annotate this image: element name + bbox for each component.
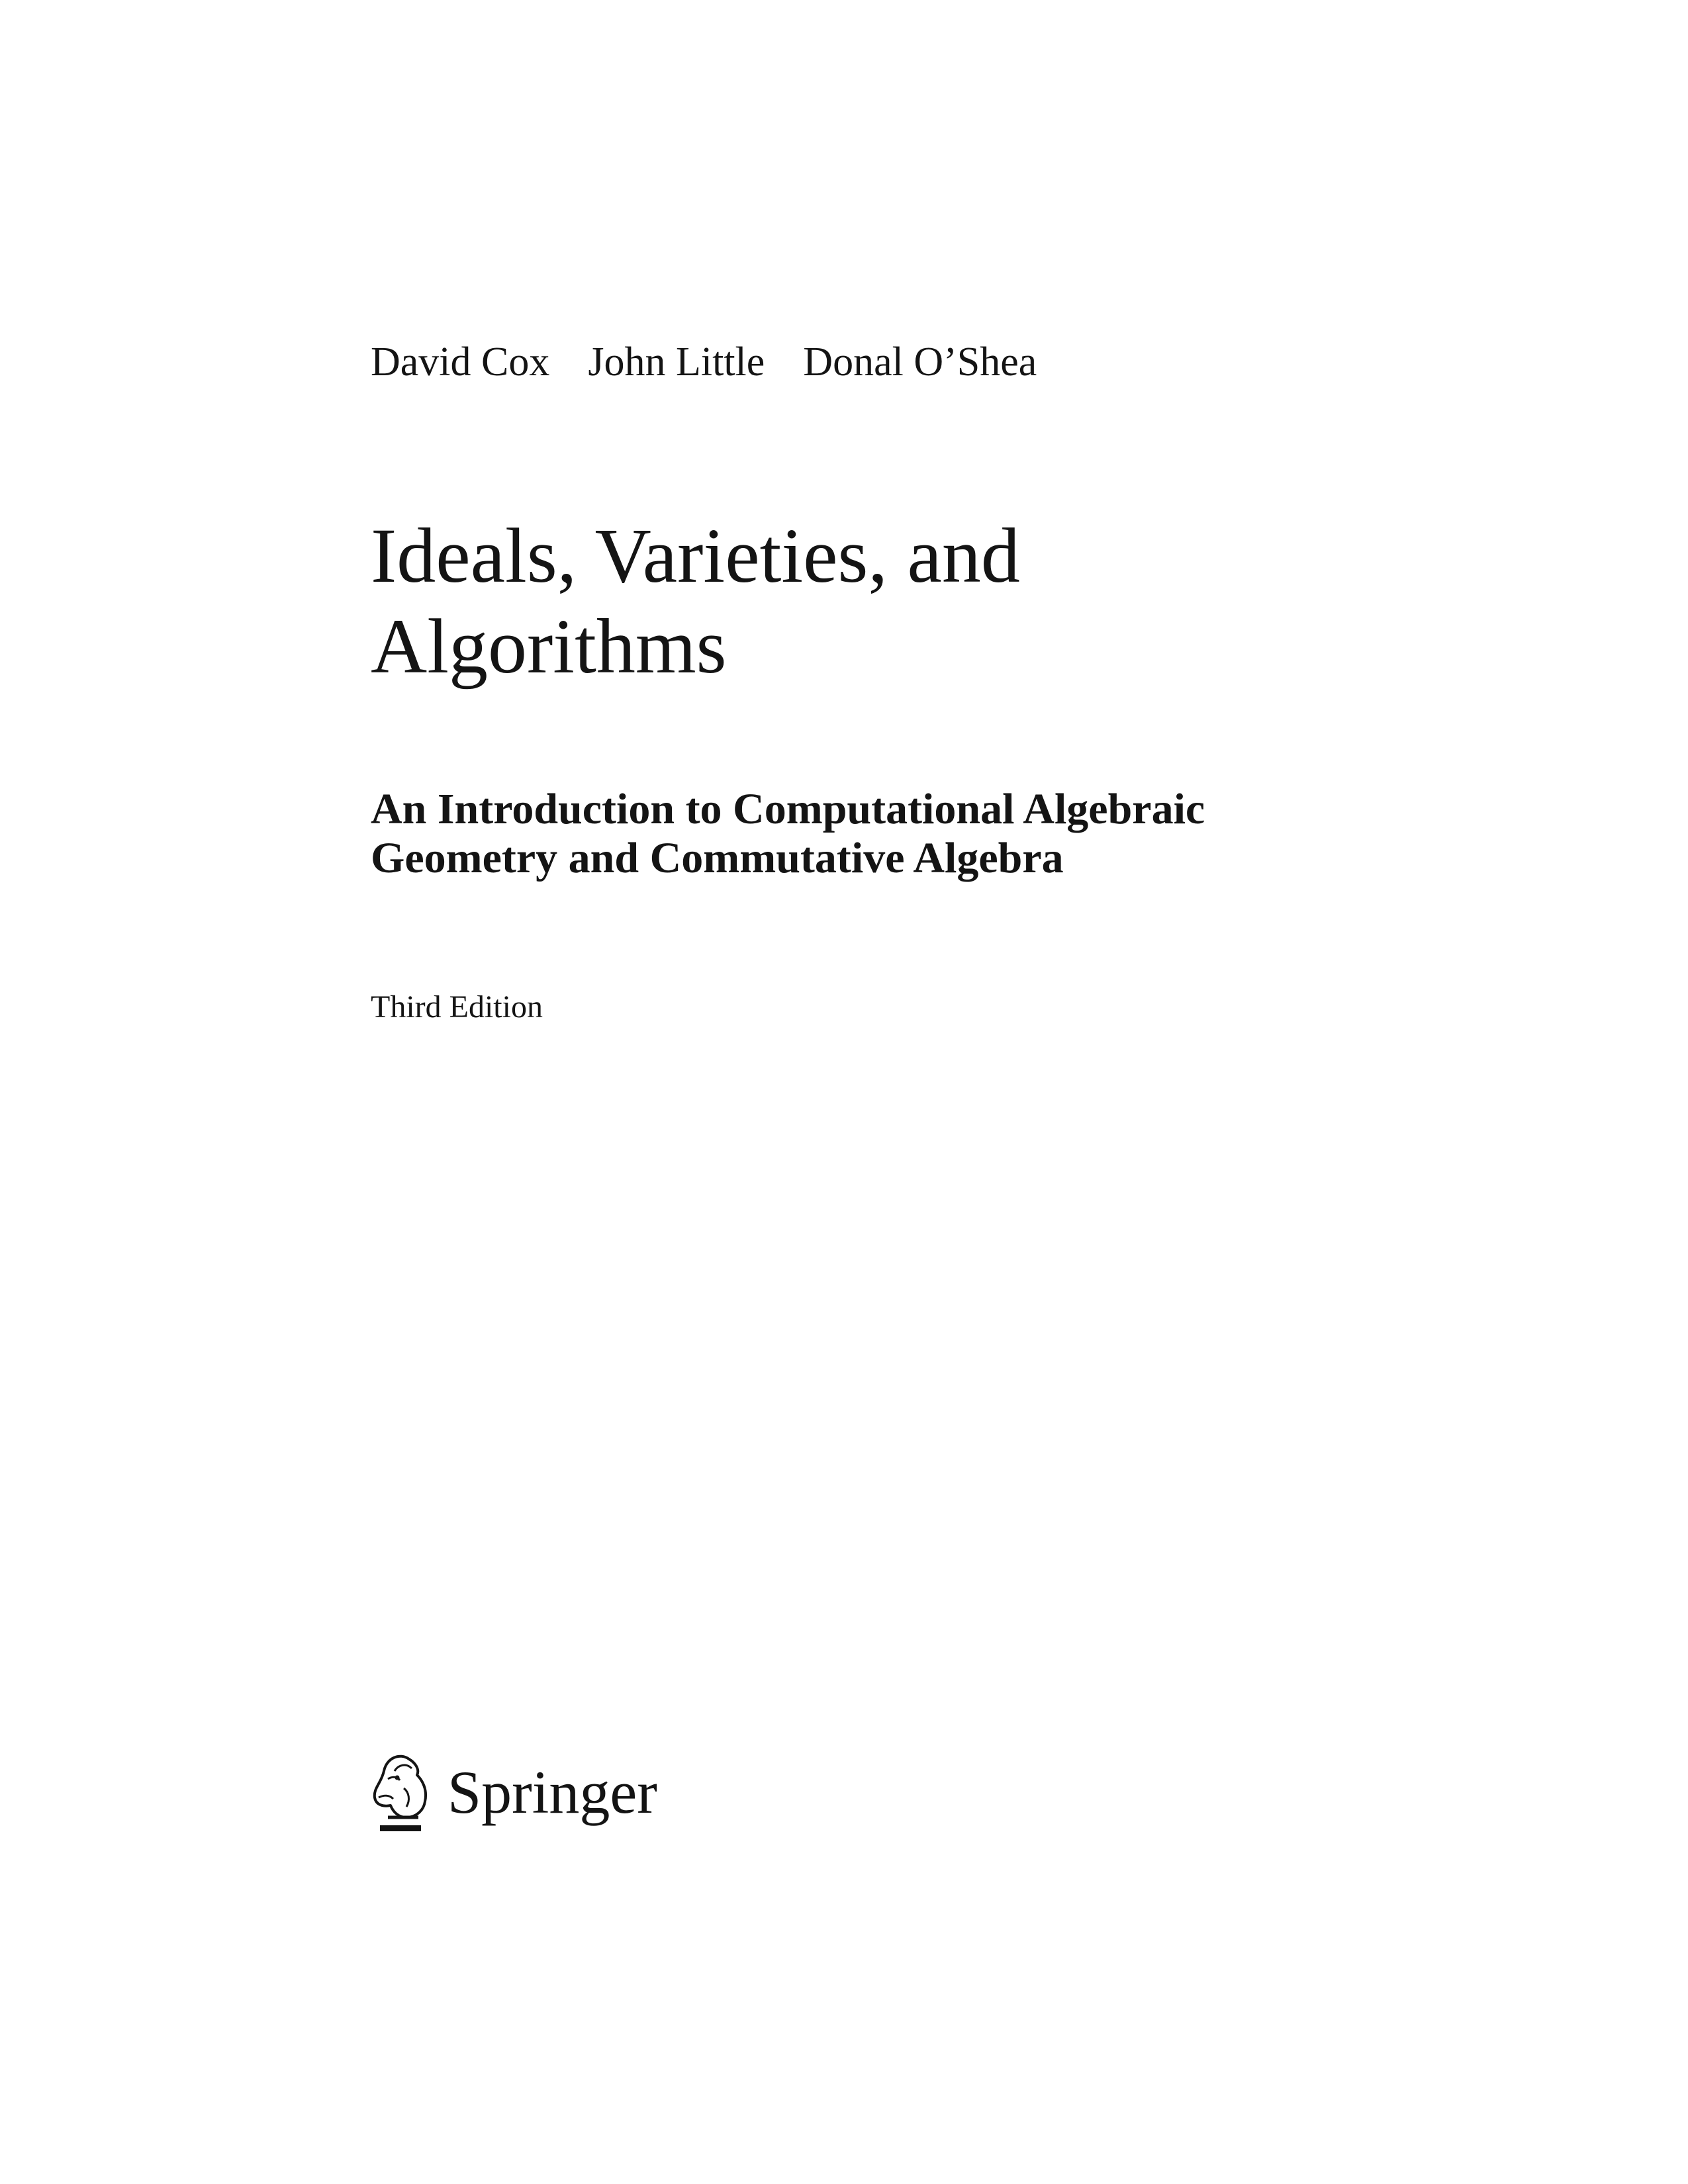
book-title-line: Algorithms (371, 602, 727, 690)
edition-label: Third Edition (371, 989, 543, 1024)
author-name: Donal O’Shea (803, 340, 1037, 385)
book-subtitle-line: An Introduction to Computational Algebraic (371, 785, 1205, 833)
book-title (371, 511, 1020, 692)
author-name: David Cox (371, 340, 550, 385)
book-subtitle-line: Geometry and Commutative Algebra (371, 833, 1064, 882)
book-subtitle (371, 785, 1205, 883)
author-list (371, 341, 1037, 383)
publisher-name: Springer (447, 1758, 657, 1826)
publisher-imprint (368, 1751, 657, 1841)
springer-knight-icon (368, 1751, 434, 1841)
book-title-line: Ideals, Varieties, and (371, 512, 1020, 599)
author-name: John Little (588, 340, 765, 385)
